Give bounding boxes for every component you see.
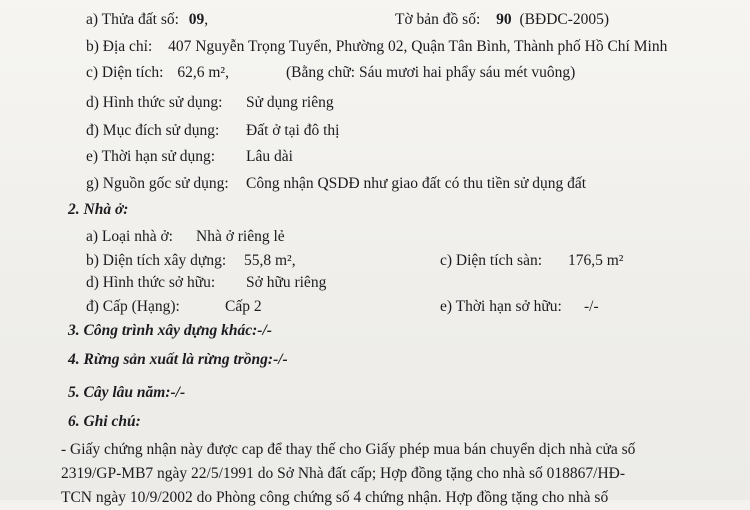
map-sheet-note: (BĐDC-2005) xyxy=(519,11,610,28)
ownership-value: Sở hữu riêng xyxy=(246,274,327,291)
notes-line: - Giấy chứng nhận này được cap để thay thế cho Giấy phép mua bán chuyển dịch nhà cửa số xyxy=(61,441,636,458)
own-term-value: -/- xyxy=(584,298,599,315)
house-heading: 2. Nhà ở: xyxy=(68,201,129,218)
notes-line: 2319/GP-MB7 ngày 22/5/1991 do Sở Nhà đất cấp; Hợp đồng tặng cho nhà số 018867/HĐ- xyxy=(61,465,626,482)
section-perennial-trees: 5. Cây lâu năm:-/- xyxy=(68,384,186,401)
built-area-value: 55,8 m², xyxy=(244,252,296,269)
area-row xyxy=(86,64,229,82)
section-planted-forest: 4. Rừng sản xuất là rừng trồng:-/- xyxy=(68,351,288,368)
house-type-label: a) Loại nhà ở: xyxy=(86,228,173,245)
address-value: 407 Nguyễn Trọng Tuyển, Phường 02, Quận Tân Bình, Thành phố Hồ Chí Minh xyxy=(168,38,668,55)
parcel-label: a) Thửa đất số: xyxy=(86,11,179,28)
parcel-separator: , xyxy=(204,11,209,28)
section-notes-heading: 6. Ghi chú: xyxy=(68,413,141,430)
section-other-works: 3. Công trình xây dựng khác:-/- xyxy=(68,322,272,339)
ownership-label: d) Hình thức sở hữu: xyxy=(86,274,216,291)
address-row xyxy=(86,38,667,56)
area-label: c) Diện tích: xyxy=(86,64,164,81)
floor-area-label: c) Diện tích sàn: xyxy=(440,252,543,269)
parcel-number: 09 xyxy=(188,11,205,28)
house-type-value: Nhà ở riêng lẻ xyxy=(196,228,285,245)
own-term-label: e) Thời hạn sở hữu: xyxy=(440,298,562,315)
purpose-label: đ) Mục đích sử dụng: xyxy=(86,122,220,139)
purpose-value: Đất ở tại đô thị xyxy=(246,122,340,139)
parcel-row xyxy=(86,11,208,29)
origin-label: g) Nguồn gốc sử dụng: xyxy=(86,175,229,192)
map-sheet-row xyxy=(395,11,609,29)
floor-area-value: 176,5 m² xyxy=(568,252,624,269)
grade-label: đ) Cấp (Hạng): xyxy=(86,298,180,315)
area-value: 62,6 m², xyxy=(177,64,229,81)
term-label: e) Thời hạn sử dụng: xyxy=(86,148,216,165)
area-in-words: (Bằng chữ: Sáu mươi hai phẩy sáu mét vuông) xyxy=(286,64,576,81)
map-sheet-number: 90 xyxy=(496,11,512,28)
notes-paragraph xyxy=(61,438,741,510)
term-value: Lâu dài xyxy=(246,148,293,165)
map-sheet-label: Tờ bản đồ số: xyxy=(395,11,481,28)
origin-value: Công nhận QSDĐ như giao đất có thu tiền sử dụng đất xyxy=(246,175,587,192)
notes-line: TCN ngày 10/9/2002 do Phòng công chứng số 4 chứng nhận. Hợp đồng tặng cho nhà số xyxy=(61,489,609,506)
use-form-value: Sử dụng riêng xyxy=(246,94,334,111)
address-label: b) Địa chỉ: xyxy=(86,38,153,55)
built-area-label: b) Diện tích xây dựng: xyxy=(86,252,227,269)
use-form-label: d) Hình thức sử dụng: xyxy=(86,94,223,111)
grade-value: Cấp 2 xyxy=(225,298,262,315)
